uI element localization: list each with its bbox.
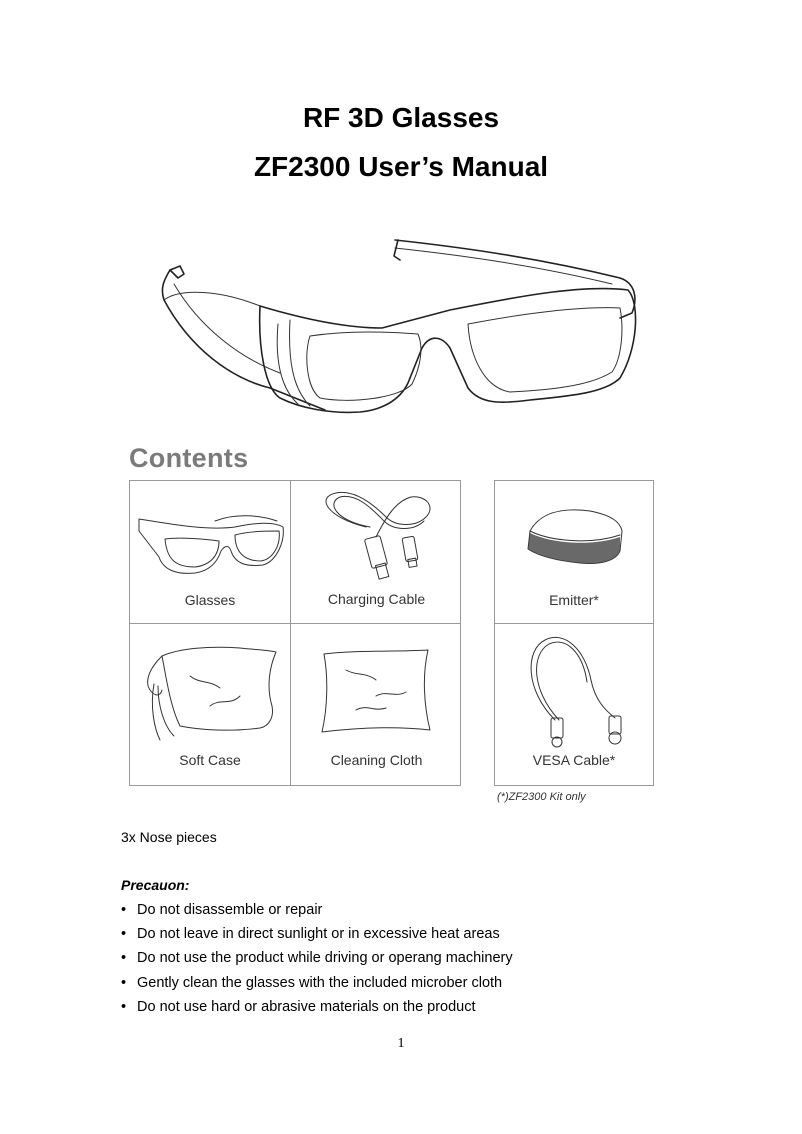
list-item-text: Do not use the product while driving or operang machinery <box>137 950 513 967</box>
vesa-cable-icon <box>515 630 635 750</box>
list-item <box>121 948 513 972</box>
precaution-list <box>121 900 513 1021</box>
list-item <box>121 900 513 924</box>
list-item-text: Do not leave in direct sunlight or in excessive heat areas <box>137 926 500 943</box>
contents-item-cleaning-cloth <box>291 624 462 787</box>
usb-cable-icon <box>306 487 446 587</box>
contents-grid-right <box>494 480 654 786</box>
precaution-heading: Precauon: <box>121 877 190 893</box>
bullet-icon: • <box>121 926 127 943</box>
cloth-icon <box>316 646 436 736</box>
bullet-icon: • <box>121 902 127 918</box>
contents-item-soft-case <box>130 624 290 787</box>
item-label: Glasses <box>184 592 236 608</box>
contents-grid-left <box>129 480 461 786</box>
bullet-icon: • <box>121 950 127 967</box>
kit-only-note: (*)ZF2300 Kit only <box>497 791 586 803</box>
contents-heading: Contents <box>129 443 249 473</box>
list-item-text: Do not use hard or abrasive materials on the product <box>137 998 476 1015</box>
nose-pieces-text: 3x Nose pieces <box>121 829 217 845</box>
page-number: 1 <box>397 1036 405 1051</box>
bullet-icon: • <box>121 974 127 991</box>
contents-item-vesa-cable <box>495 624 653 787</box>
contents-item-emitter <box>495 481 653 623</box>
list-item-text: Gently clean the glasses with the included microber cloth <box>137 974 503 991</box>
item-label: Cleaning Cloth <box>330 752 423 768</box>
item-label: Charging Cable <box>327 591 426 607</box>
pouch-icon <box>140 636 280 746</box>
item-label: Emitter* <box>549 592 599 608</box>
list-item <box>121 973 513 997</box>
list-item <box>121 997 513 1021</box>
emitter-icon <box>520 501 630 571</box>
glasses-illustration <box>150 228 650 428</box>
title-line-1: RF 3D Glasses <box>302 102 500 133</box>
item-label: VESA Cable* <box>532 752 616 768</box>
glasses-icon <box>135 501 285 581</box>
item-label: Soft Case <box>179 752 241 768</box>
contents-item-charging-cable <box>291 481 462 623</box>
list-item-text: Do not disassemble or repair <box>137 902 323 918</box>
list-item <box>121 924 513 948</box>
title-line-2: ZF2300 User’s Manual <box>253 151 549 182</box>
bullet-icon: • <box>121 998 127 1015</box>
contents-item-glasses <box>130 481 290 623</box>
